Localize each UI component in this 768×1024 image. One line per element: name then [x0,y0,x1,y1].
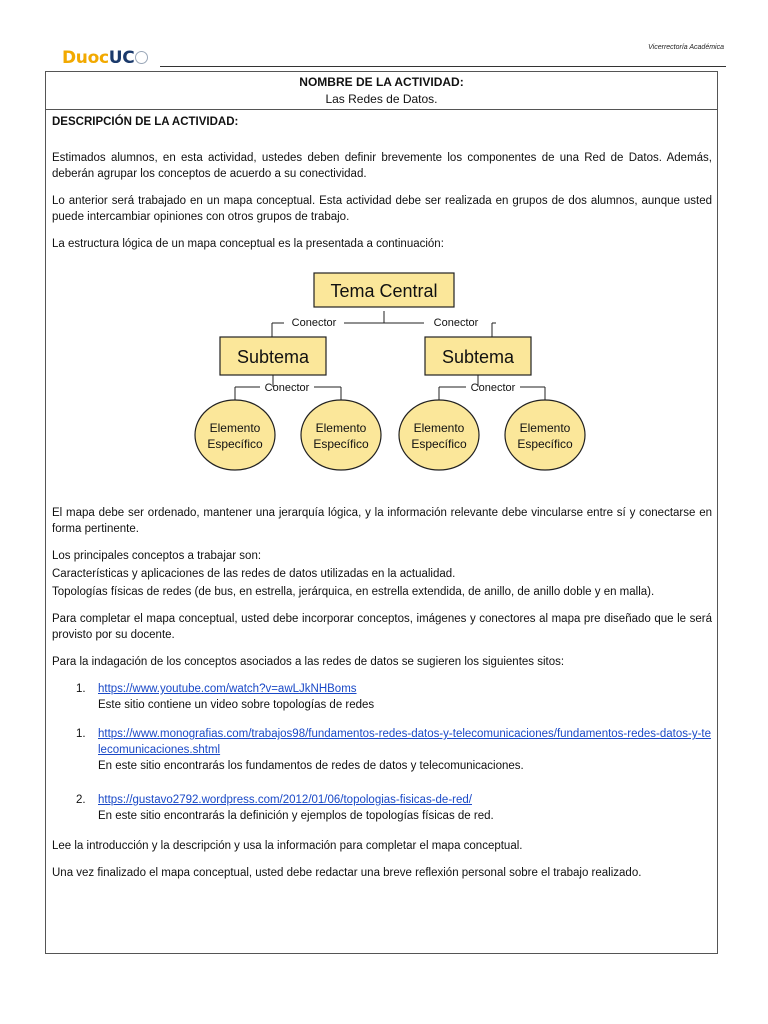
description-paragraph-2: Lo anterior será trabajado en un mapa conceptual. Esta actividad debe ser realizada en grupos de dos alumnos, aunque usted puede intercambiar opiniones con otros grupos de trabajo. [52,195,712,223]
subtopic-node-right [425,337,531,375]
activity-frame [45,71,718,954]
duoc-uc-logo [62,48,148,68]
element-label-3a: Elemento [413,421,465,435]
element-label-3b: Específico [411,437,467,451]
element-node-1 [195,400,275,470]
element-label-4b: Específico [517,437,573,451]
concept-item-1: Características y aplicaciones de las redes de datos utilizadas en la actualidad. [52,568,456,580]
list-item [52,792,712,824]
subtopic-node-left [220,337,326,375]
site-description: En este sitio encontrarás los fundamentos de redes de datos y telecomunicaciones. [98,760,524,772]
central-topic-label: Tema Central [330,281,438,301]
site-description: En este sitio encontrarás la definición y ejemplos de topologías físicas de red. [98,810,494,822]
connector-label-right: Conector [433,317,479,329]
list-number: 2. [76,794,86,806]
subtopic-label-right: Subtema [441,347,515,367]
element-node-3 [399,400,479,470]
activity-title-row [46,72,717,110]
activity-name: Las Redes de Datos. [325,92,438,106]
department-label: Vicerrectoría Académica [648,44,724,51]
seal-icon [135,51,148,64]
activity-content [46,110,717,881]
subtopic-label-left: Subtema [236,347,310,367]
closing-paragraph-8: Una vez finalizado el mapa conceptual, usted debe redactar una breve reflexión personal sobre el trabajo realizado. [52,867,642,879]
element-label-1a: Elemento [209,421,261,435]
element-node-4 [505,400,585,470]
element-label-2a: Elemento [315,421,367,435]
header-divider [160,66,726,67]
body-paragraph-6: Para la indagación de los conceptos asociados a las redes de datos se sugieren los siguientes sitos: [52,656,565,668]
element-label-4a: Elemento [519,421,571,435]
suggested-sites-list [52,681,712,824]
connector-label-lower-left: Conector [264,382,310,394]
concepts-intro: Los principales conceptos a trabajar son: [52,550,262,562]
description-paragraph-3: La estructura lógica de un mapa conceptual es la presentada a continuación: [52,238,444,250]
concept-map-svg [52,261,712,493]
element-label-1b: Específico [207,437,263,451]
list-number: 1. [76,683,86,695]
element-label-2b: Específico [313,437,369,451]
list-number: 1. [76,728,86,740]
connector-label-lower-right: Conector [470,382,516,394]
concept-item-2: Topologías físicas de redes (de bus, en estrella, jerárquica, en estrella extendida, de anillo, de anillo doble y en malla). [52,586,655,598]
activity-name-label: NOMBRE DE LA ACTIVIDAD: [299,75,464,89]
element-node-2 [301,400,381,470]
list-item [52,681,712,713]
site-link-monografias[interactable]: https://www.monografias.com/trabajos98/fundamentos-redes-datos-y-telecomunicaciones/fundamentos-redes-datos-y-telecomunicaciones.shtml [98,728,711,756]
list-item [52,726,712,774]
logo-duoc-text: Duoc [62,48,109,68]
logo-uc-text: UC [108,48,135,68]
concept-map-diagram [52,261,712,493]
body-paragraph-4: El mapa debe ser ordenado, mantener una jerarquía lógica, y la información relevante debe vincularse entre sí y conectarse en forma pertinente. [52,507,712,535]
body-paragraph-5: Para completar el mapa conceptual, usted debe incorporar conceptos, imágenes y conectores al mapa pre diseñado que le será provisto por su docente. [52,613,712,641]
closing-paragraph-7: Lee la introducción y la descripción y usa la información para completar el mapa conceptual. [52,840,523,852]
page-header [0,0,768,70]
site-link-youtube[interactable]: https://www.youtube.com/watch?v=awLJkNHBoms [98,683,357,695]
description-paragraph-1: Estimados alumnos, en esta actividad, ustedes deben definir brevemente los componentes de una Red de Datos. Además, deberán agrupar los conceptos de acuerdo a su conectividad. [52,152,712,180]
description-label: DESCRIPCIÓN DE LA ACTIVIDAD: [52,116,239,128]
site-link-wordpress[interactable]: https://gustavo2792.wordpress.com/2012/01/06/topologias-fisicas-de-red/ [98,794,472,806]
connector-label-left: Conector [291,317,337,329]
central-topic-node [314,273,454,307]
site-description: Este sitio contiene un video sobre topologías de redes [98,699,375,711]
